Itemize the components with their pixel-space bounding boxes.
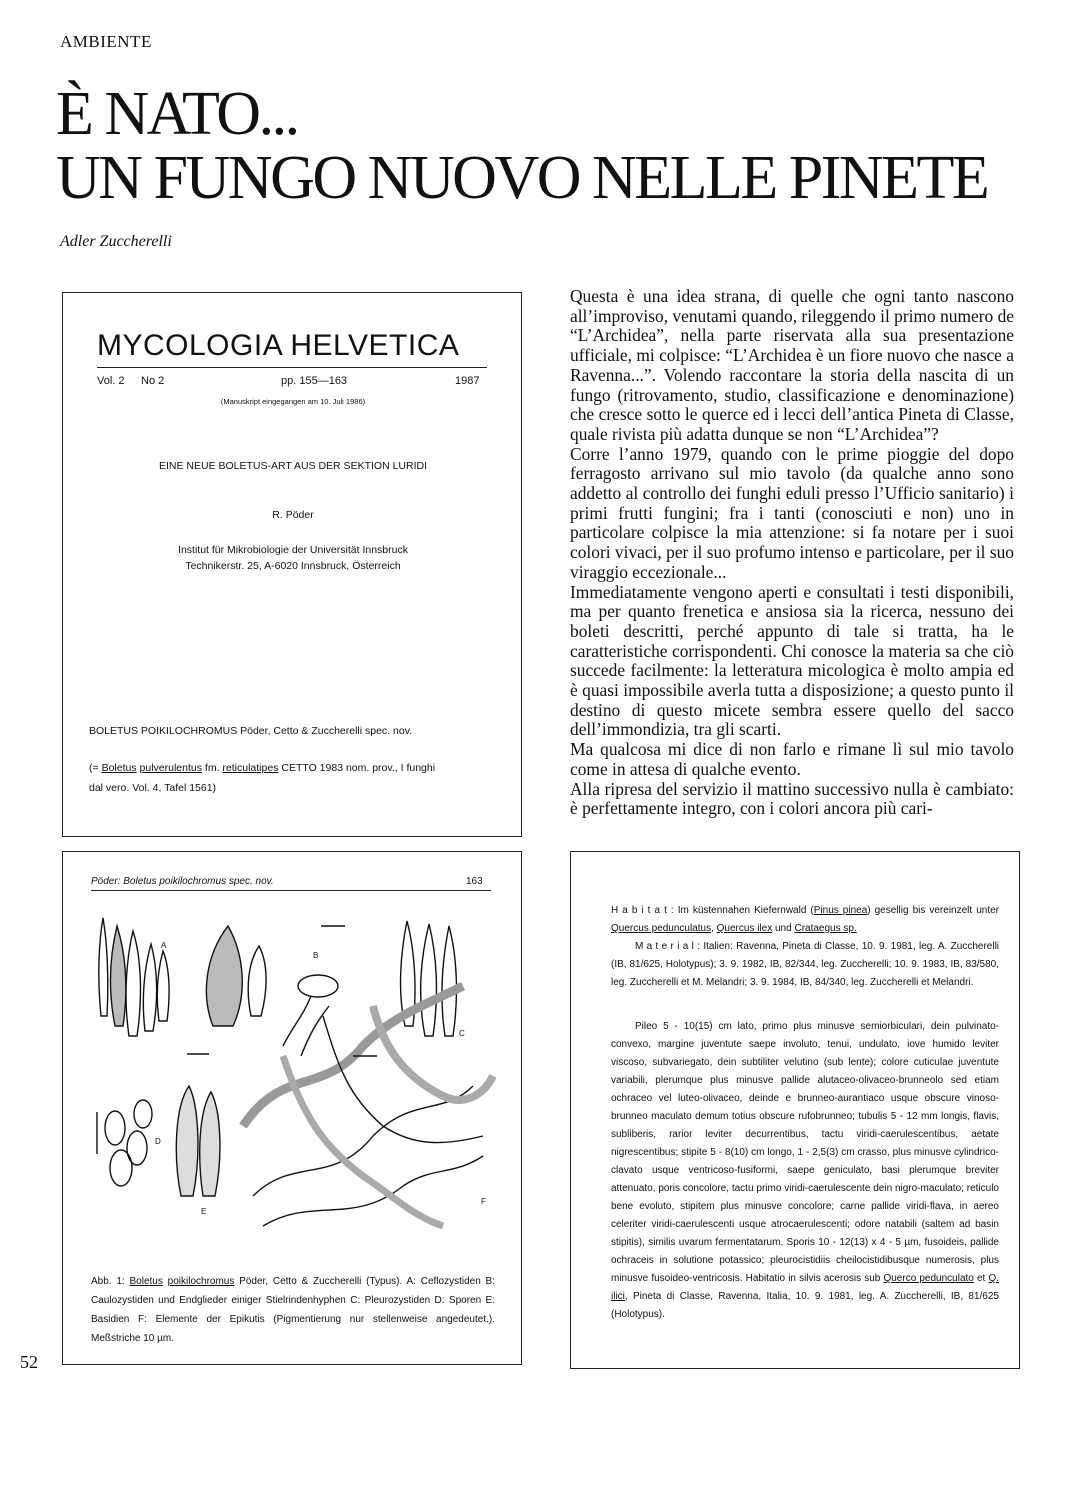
author-byline: Adler Zuccherelli bbox=[60, 233, 172, 250]
journal-pages: pp. 155—163 bbox=[281, 375, 348, 387]
latin-text: Pileo 5 - 10(15) cm lato, primo plus minusve semiorbiculari, dein pulvinato-convexo, margine juventute saepe involuto, tenui, undulato, iove humido leviter viscoso, subvariegato, dein subtiliter velutino (sub lente); colore cuticulae juventute variabili, plerumque plus minusve pallide alutaceo-olivaceo-brunneolo sed etiam ochraceo vel luteo-olivaceo, deinde e brunneo-aurantiaco usque obscure vinoso-brunneo maculato demum totius obscure rufobrunneo; tubulis 5 - 12 mm longis, flavis, subliberis, rarior leviter decurrentibus, tactu viridi-caerulescentibus, aetate nigrescentibus; stipite 5 - 8(10) cm longo, 1 - 2,5(3) cm crasso, plus minusve cylindrico-clavato usque ventricoso-fusiformi, saepe geniculato, basi plerumque breviter attenuato, poris concolore, tactu primo viridi-caerulescente dein nigro-maculato; reticulo bene evoluto, stipitem plus minusve concolore; carne pallide viridi-flava, in aereo celeriter viridi-caerulescenti usque atrocaerulescenti; odore natabili (saltem ad basin stipitis), similis uvarum fermentatarum. Sporis 10 - 12(13) x 4 - 5 µm, fusoideis, pallide ochraceis in solutione potassico; pleurocistidiis cheilocistidibusque numerosis, plus minusve fusoideo-ventricosis. Habitatio in silvis acerosis sub bbox=[611, 1021, 999, 1284]
title-line-2: UN FUNGO NUOVO NELLE PINETE bbox=[56, 144, 988, 212]
section-label: AMBIENTE bbox=[60, 32, 152, 51]
cystidium-a2 bbox=[111, 926, 126, 1026]
article-title bbox=[56, 82, 987, 210]
cystidium-b2 bbox=[248, 946, 266, 1016]
affiliation-line-2: Technikerstr. 25, A-6020 Innsbruck, Österreich bbox=[185, 560, 401, 572]
figure-letter-b: B bbox=[313, 951, 319, 960]
material-text: Italien: Ravenna, Pineta di Classe, 10. 9. 1981, leg. A. Zuccherelli (IB, 81/625, Holotypus); 3. 9. 1982, IB, 82/344, leg. Zuccherelli; 10. 9. 1983, IB, 83/580, leg. Zuccherelli et M. Melandri; 3. 9. 1984, IB, 84/340, leg. Zuccherelli et Melandri. bbox=[611, 941, 1000, 988]
habitat-b: ) gesellig bis vereinzelt unter bbox=[867, 905, 999, 916]
journal-rule bbox=[97, 367, 487, 368]
caption-species: poikilochromus bbox=[167, 1276, 235, 1287]
cystidium-b1 bbox=[206, 926, 242, 1026]
article-paragraph-2: Corre l’anno 1979, quando con le prime pioggie del dopo ferragosto arrivano sul mio tavolo (da qualche anno sono addetto al controllo dei funghi eduli presso l’Ufficio sanitario) i primi frutti fungini; fra i tanti (conosciuti e non) uno in particolare colpisce la mia attenzione: si fa notare per i suoi colori vivaci, per il suo profumo intenso e particolare, per il suo viraggio eccezionale... bbox=[570, 443, 1014, 582]
latin-q1: Querco pedunculato bbox=[883, 1273, 974, 1284]
hyphae-b bbox=[283, 996, 329, 1056]
caption-prefix: Abb. 1: bbox=[91, 1276, 125, 1287]
synonym-note bbox=[89, 758, 499, 798]
figure-letter-d: D bbox=[155, 1137, 161, 1146]
journal-title-page-box bbox=[62, 292, 522, 837]
received-note: (Manuskript eingegangen am 10. Juli 1986) bbox=[220, 397, 366, 406]
syn-genus: Boletus bbox=[101, 762, 137, 774]
paper-title: EINE NEUE BOLETUS-ART AUS DER SEKTION LURIDI bbox=[158, 460, 427, 472]
cystidium-c3 bbox=[442, 926, 456, 1036]
figure-header-rule bbox=[91, 890, 491, 891]
caption-genus: Boletus bbox=[129, 1276, 163, 1287]
spore-d3 bbox=[110, 1150, 132, 1186]
hypha-f3 bbox=[263, 1156, 483, 1226]
cystidium-a3 bbox=[126, 931, 140, 1036]
figure-letter-f: F bbox=[481, 1197, 486, 1206]
spore-b bbox=[298, 975, 338, 997]
syn-fm: fm. bbox=[204, 762, 220, 774]
habitat-q1: Quercus pedunculatus bbox=[611, 923, 712, 934]
article-paragraph-5: Alla ripresa del servizio il mattino successivo nulla è cambiato: è perfettamente integro, con i colori ancora più cari- bbox=[570, 778, 1014, 819]
cystidium-a4 bbox=[143, 944, 156, 1031]
article-paragraph-4: Ma qualcosa mi dice di non farlo e rimane lì sul mio tavolo come in attesa di qualche evento. bbox=[570, 739, 1014, 779]
latin-end: , Pineta di Classe, Ravenna, Italia, 10. 9. 1981, leg. A. Zuccherelli, IB, 81/625 (Holotypus). bbox=[611, 1291, 999, 1320]
figure-letter-c: C bbox=[459, 1029, 465, 1038]
page-number: 52 bbox=[20, 1352, 38, 1372]
spore-d4 bbox=[134, 1100, 152, 1128]
spore-d1 bbox=[105, 1111, 125, 1145]
article-paragraph-3: Immediatamente vengono aperti e consultati i testi disponibili, ma per quanto frenetica e ansiosa sia la ricerca, nessuno dei boleti descritti, perché appunto di tale si tratta, ha le caratteristiche corrispondenti. Chi conosce la materia sa che ciò succede facilmente: la letteratura micologica è molto ampia ed è quasi impossibile averla tutta a disposizione; a questo punto il destino di questo micete sembra essere quello del sacco dell’immondizia, tra gli scarti. bbox=[570, 581, 1014, 740]
affiliation-line-1: Institut für Mikrobiologie der Universität Innsbruck bbox=[178, 544, 408, 556]
journal-name: MYCOLOGIA HELVETICA bbox=[97, 329, 460, 362]
syn-var: reticulatipes bbox=[222, 762, 279, 774]
paper-author: R. Pöder bbox=[272, 509, 314, 521]
latin-q2: Q. ilici bbox=[611, 1273, 1000, 1302]
habitat-pinus: Pinus pinea bbox=[813, 905, 868, 916]
cystidium-a1 bbox=[99, 918, 108, 1016]
habitat-q2: Quercus ilex bbox=[716, 923, 773, 934]
journal-volume: Vol. 2 bbox=[97, 375, 125, 387]
journal-year: 1987 bbox=[455, 375, 480, 387]
microscopy-drawing bbox=[63, 896, 523, 1271]
species-name: BOLETUS POIKILOCHROMUS Pöder, Cetto & Zuccherelli spec. nov. bbox=[89, 725, 413, 737]
basidium-e1 bbox=[176, 1086, 198, 1196]
journal-issue: No 2 bbox=[141, 375, 165, 387]
figure-page-box bbox=[62, 851, 522, 1365]
habitat-und: und bbox=[775, 923, 792, 934]
spore-d2 bbox=[127, 1131, 147, 1165]
article-body bbox=[570, 287, 1014, 819]
caption-rest: Pöder, Cetto & Zuccherelli (Typus). A: Ceflozystiden B: Caulozystiden und Endglieder einiger Stielrindenhyphen C: Pleurozystiden D: Sporen E: Basidien F: Elemente der Epikutis (Pigmentierung nur stellenweise angedeutet.). Meßstriche 10 µm. bbox=[91, 1276, 495, 1344]
syn-open: (= bbox=[89, 762, 99, 774]
syn-rest-2: dal vero. Vol. 4, Tafel 1561) bbox=[89, 782, 217, 794]
syn-species: pulverulentus bbox=[139, 762, 202, 774]
material-paragraph bbox=[611, 938, 999, 992]
article-paragraph-1: Questa è una idea strana, di quelle che ogni tanto nascono all’improviso, venutami quando, rileggendo il primo numero de “L’Archidea”, nella parte riservata alla sua presentazione ufficiale, mi colpisce: “L’Archidea è un fiore nuovo che nasce a Ravenna...”. Volendo raccontare la storia della nascita di un fungo (ritrovamento, studio, classificazione e denominazione) che cresce sotto le querce ed i lecci dell’antica Pineta di Classe, quale rivista più adatta dunque se non “L’Archidea”? bbox=[570, 286, 1014, 444]
figure-header-right: 163 bbox=[466, 876, 483, 887]
title-line-1: È NATO... bbox=[56, 80, 298, 148]
cystidium-c2 bbox=[421, 924, 437, 1036]
figure-letter-e: E bbox=[201, 1207, 207, 1216]
figure-caption bbox=[91, 1272, 495, 1348]
figure-letter-a: A bbox=[161, 941, 167, 950]
basidium-e2 bbox=[200, 1092, 220, 1196]
habitat-paragraph: H a b i t a t : Im küstennahen Kiefernwald (Pinus pinea) gesellig bis vereinzelt unter Quercus pedunculatus, Quercus ilex und Crataegus sp. bbox=[611, 905, 999, 934]
syn-rest-1: CETTO 1983 nom. prov., I funghi bbox=[281, 762, 436, 774]
material-label: M a t e r i a l : bbox=[635, 941, 700, 952]
latin-diagnosis bbox=[611, 1018, 999, 1324]
cystidium-a5 bbox=[157, 951, 169, 1021]
habitat-a: Im küstennahen Kiefernwald ( bbox=[677, 905, 814, 916]
habitat-label: H a b i t a t : bbox=[611, 905, 674, 916]
habitat-crat: Crataegus sp. bbox=[794, 923, 857, 934]
latin-et: et bbox=[977, 1273, 986, 1284]
diagnosis-page-box bbox=[570, 851, 1020, 1369]
figure-header-left: Pöder: Boletus poikilochromus spec. nov. bbox=[91, 876, 274, 887]
